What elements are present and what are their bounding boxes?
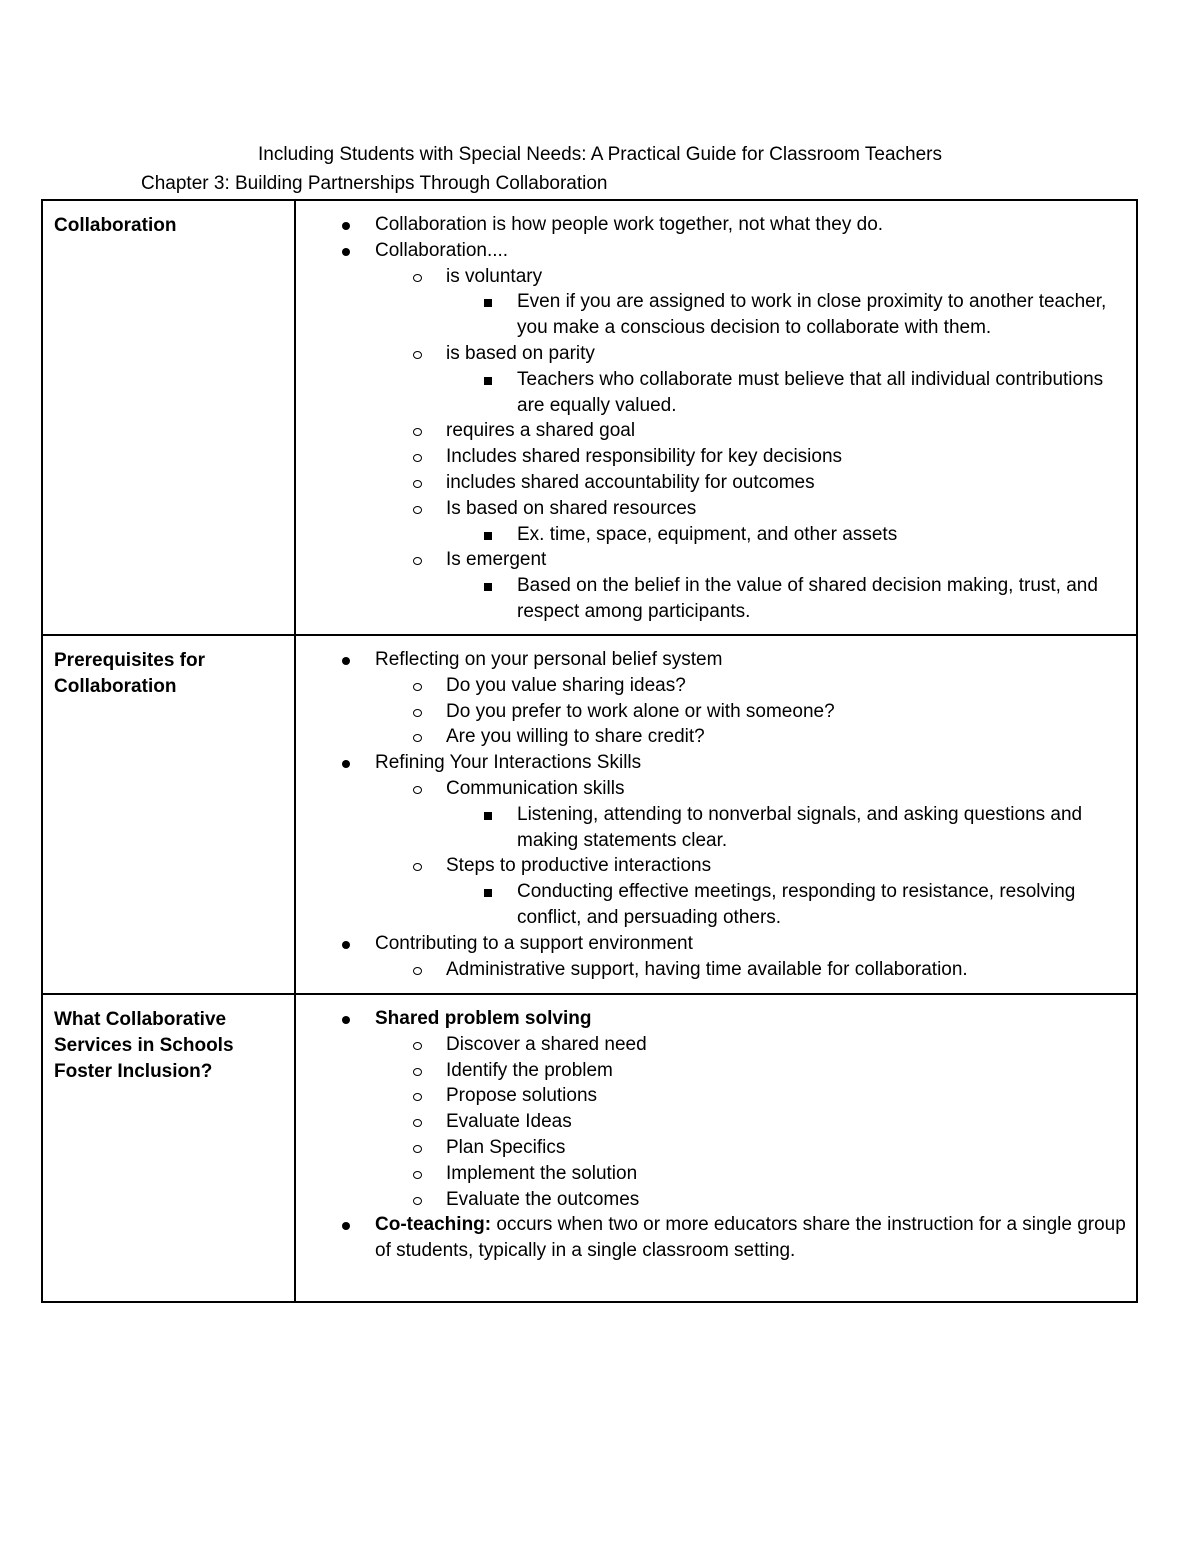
circle-bullet-icon xyxy=(407,264,427,290)
document-title: Including Students with Special Needs: A Practical Guide for Classroom Teachers xyxy=(258,144,942,165)
list-item: Listening, attending to nonverbal signals, and asking questions and making statements clear. xyxy=(296,802,1126,854)
list-item: is based on parity xyxy=(296,341,1126,367)
square-bullet-icon xyxy=(478,802,498,828)
list-item: Evaluate the outcomes xyxy=(296,1187,1126,1213)
list-item: Identify the problem xyxy=(296,1058,1126,1084)
list-item: Reflecting on your personal belief system xyxy=(296,647,1126,673)
square-bullet-icon xyxy=(478,879,498,905)
list-item: Is based on shared resources xyxy=(296,496,1126,522)
bullet-icon xyxy=(336,1006,356,1032)
circle-bullet-icon xyxy=(407,853,427,879)
row-content xyxy=(295,635,1137,994)
list-item: Shared problem solving xyxy=(296,1006,1126,1032)
row-label: Prerequisites for Collaboration xyxy=(42,635,295,994)
list-item: Collaboration is how people work together, not what they do. xyxy=(296,212,1126,238)
list-item: Based on the belief in the value of shared decision making, trust, and respect among participants. xyxy=(296,573,1126,625)
circle-bullet-icon xyxy=(407,341,427,367)
circle-bullet-icon xyxy=(407,418,427,444)
table-row xyxy=(42,635,1137,994)
chapter-title: Chapter 3: Building Partnerships Through Collaboration xyxy=(141,173,608,194)
circle-bullet-icon xyxy=(407,470,427,496)
list-item: Teachers who collaborate must believe that all individual contributions are equally valued. xyxy=(296,367,1126,419)
circle-bullet-icon xyxy=(407,444,427,470)
circle-bullet-icon xyxy=(407,1109,427,1135)
table-row xyxy=(42,200,1137,635)
list-item: Communication skills xyxy=(296,776,1126,802)
list-item: requires a shared goal xyxy=(296,418,1126,444)
row-label: What Collaborative Services in Schools Foster Inclusion? xyxy=(42,994,295,1302)
bullet-icon xyxy=(336,647,356,673)
bullet-icon xyxy=(336,750,356,776)
list-item: Administrative support, having time available for collaboration. xyxy=(296,957,1126,983)
circle-bullet-icon xyxy=(407,699,427,725)
circle-bullet-icon xyxy=(407,496,427,522)
row-content xyxy=(295,200,1137,635)
circle-bullet-icon xyxy=(407,957,427,983)
list-item: Discover a shared need xyxy=(296,1032,1126,1058)
list-item: Implement the solution xyxy=(296,1161,1126,1187)
bullet-icon xyxy=(336,212,356,238)
list-item: is voluntary xyxy=(296,264,1126,290)
list-item: Includes shared responsibility for key decisions xyxy=(296,444,1126,470)
list-item: Do you prefer to work alone or with someone? xyxy=(296,699,1126,725)
circle-bullet-icon xyxy=(407,673,427,699)
bullet-icon xyxy=(336,238,356,264)
list-item: Ex. time, space, equipment, and other assets xyxy=(296,522,1126,548)
list-item: Do you value sharing ideas? xyxy=(296,673,1126,699)
bullet-icon xyxy=(336,1212,356,1238)
list-item: Is emergent xyxy=(296,547,1126,573)
square-bullet-icon xyxy=(478,367,498,393)
square-bullet-icon xyxy=(478,289,498,315)
circle-bullet-icon xyxy=(407,724,427,750)
list-item: Propose solutions xyxy=(296,1083,1126,1109)
circle-bullet-icon xyxy=(407,1058,427,1084)
list-item: Refining Your Interactions Skills xyxy=(296,750,1126,776)
list-item: Collaboration.... xyxy=(296,238,1126,264)
circle-bullet-icon xyxy=(407,547,427,573)
circle-bullet-icon xyxy=(407,1135,427,1161)
list-item: Even if you are assigned to work in close proximity to another teacher, you make a conscious decision to collaborate with them. xyxy=(296,289,1126,341)
list-item: Plan Specifics xyxy=(296,1135,1126,1161)
circle-bullet-icon xyxy=(407,1161,427,1187)
row-label: Collaboration xyxy=(42,200,295,635)
list-item: Steps to productive interactions xyxy=(296,853,1126,879)
list-item: Co-teaching: occurs when two or more educators share the instruction for a single group of students, typically in a single classroom setting. xyxy=(296,1212,1126,1264)
list-item: Conducting effective meetings, responding to resistance, resolving conflict, and persuading others. xyxy=(296,879,1126,931)
row-content xyxy=(295,994,1137,1302)
circle-bullet-icon xyxy=(407,776,427,802)
square-bullet-icon xyxy=(478,573,498,599)
list-item: Are you willing to share credit? xyxy=(296,724,1126,750)
list-item: Contributing to a support environment xyxy=(296,931,1126,957)
bullet-icon xyxy=(336,931,356,957)
notes-table xyxy=(41,199,1138,1303)
list-item: Evaluate Ideas xyxy=(296,1109,1126,1135)
list-item: includes shared accountability for outcomes xyxy=(296,470,1126,496)
circle-bullet-icon xyxy=(407,1032,427,1058)
table-row xyxy=(42,994,1137,1302)
circle-bullet-icon xyxy=(407,1187,427,1213)
circle-bullet-icon xyxy=(407,1083,427,1109)
square-bullet-icon xyxy=(478,522,498,548)
